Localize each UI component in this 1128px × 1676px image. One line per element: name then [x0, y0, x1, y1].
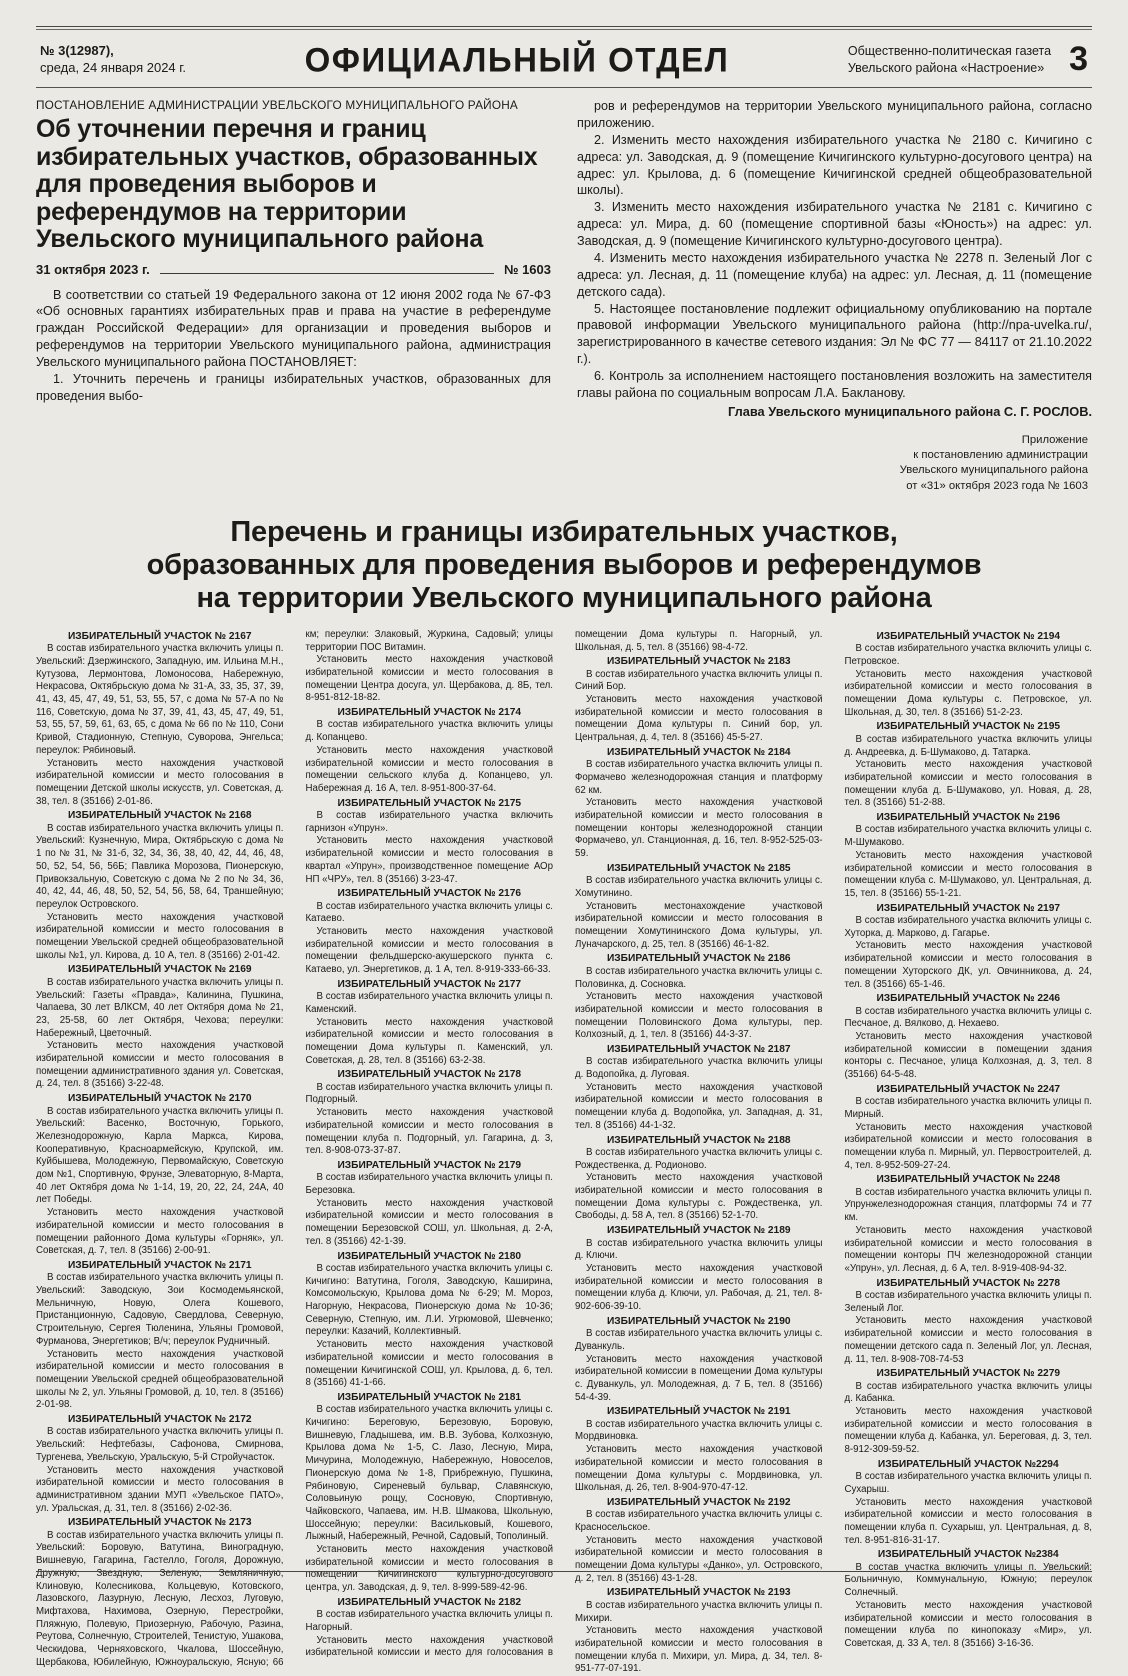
precinct-block	[306, 1067, 554, 1158]
paper-description-line2: Увельского района «Настроение»	[847, 60, 1045, 75]
precinct-paragraph: В состав избирательного участка включить улицы с. Хомутинино.	[575, 875, 823, 899]
precinct-paragraph: Установить место нахождения участковой избирательной комиссии и место голосования в помещении районного Дома культуры «Горняк», ул. Советская, д. 7, тел. 8 (35166) 2-00-91.	[36, 1207, 284, 1257]
precinct-paragraph: В состав избирательного участка включить улицы с. Дуванкуль.	[575, 1328, 823, 1352]
precinct-heading: ИЗБИРАТЕЛЬНЫЙ УЧАСТОК № 2177	[337, 978, 522, 990]
issue-date: среда, 24 января 2024 г.	[40, 59, 187, 75]
precinct-paragraph: Установить место нахождения участковой избирательной комиссии и место голосования в административном здании МУП «Увельское ПАТО», ул. Уральская, д. 31, тел. 8 (35166) 2-02-36.	[36, 1464, 284, 1514]
resolution-paragraph: 3. Изменить место нахождения избирательного участка № 2181 с. Кичигино с адреса: ул. Мира, д. 60 (помещение спортивной базы «Юность») на адрес: ул. Заводская, д. 9 (помещение Кичигинского культурно-досугового центра).	[577, 200, 1092, 248]
precinct-block	[845, 719, 1093, 810]
resolution-title: Об уточнении перечня и границ избирательных участков, образованных для проведения выборов и референдумов на территории Увельского муниципального района	[36, 115, 538, 253]
resolution-article	[36, 98, 1092, 494]
resolution-paragraph: 1. Уточнить перечень и границы избирательных участков, образованных для проведения выбо-	[36, 371, 551, 403]
precinct-paragraph: Установить место нахождения участковой избирательной комиссии и место голосования в помещении Половинского Дома культуры, пер. Колхозный, д. 1, тел. 8 (35166) 44-3-37.	[575, 991, 823, 1041]
precinct-paragraph: В состав избирательного участка включить улицы п. Мирный.	[844, 1096, 1092, 1120]
precinct-block	[36, 962, 284, 1091]
list-title-line: Перечень и границы избирательных участков,	[230, 515, 898, 548]
resolution-paragraph: 4. Изменить место нахождения избирательного участка № 2278 п. Зеленый Лог с адреса: ул. Лесная, д. 11 (помещение клуба) на адрес: ул. Лесная, д. 11 (помещение детского сада).	[577, 250, 1092, 299]
precinct-paragraph: Установить место нахождения участковой избирательной комиссии и место голосования в помещении клуба п. Сухарыш, ул. Центральная, д. 8, тел. 8-951-816-31-17.	[844, 1496, 1092, 1546]
precinct-block	[575, 1585, 823, 1676]
precinct-paragraph: Установить место нахождения участковой избирательной комиссии и место голосования в помещении Детской школы искусств, ул. Советская, д. 38, тел. 8 (35166) 2-01-86.	[36, 757, 284, 807]
precinct-heading: ИЗБИРАТЕЛЬНЫЙ УЧАСТОК № 2185	[606, 862, 791, 874]
precinct-paragraph: Установить место нахождения участковой избирательной комиссии и место голосования в помещении клуба д. Водопойка, ул. Западная, д. 31, тел. 8 (35166) 44-1-32.	[575, 1081, 823, 1131]
precinct-paragraph: В состав избирательного участка включить улицы п. Зеленый Лог.	[844, 1290, 1092, 1314]
precinct-paragraph: В состав избирательного участка включить улицы с. Кичигино: Ватутина, Гоголя, Заводскую, Каширина, Комсомольскую, Крылова дома № 6-29; М. Мороз, Нагорную, Некрасова, Пионерскую дома № 10-36; Северную, Степную, им. Л.И. Угрюмовой, Шевченко; переулки: Казачий, Коллективный.	[305, 1262, 553, 1338]
precinct-paragraph: Установить место нахождения участковой избирательной комиссии и место голосования в помещении фельдшерско-акушерского пункта с. Катаево, ул. Энергетиков, д. 1 А, тел. 8-919-333-66-33.	[305, 926, 553, 976]
precinct-paragraph: Установить место нахождения участковой избирательной комиссии и место голосования в помещении Дома культуры «Данко», ул. Островского, д. 2, тел. 8 (35166) 43-1-28.	[575, 1534, 823, 1584]
precinct-paragraph: Установить место нахождения участковой избирательной комиссии и место голосования в помещении клуба п. Михири, ул. Мира, д. 34, тел. 8-951-77-07-191.	[575, 1625, 823, 1675]
precinct-block	[306, 796, 554, 887]
precinct-heading: ИЗБИРАТЕЛЬНЫЙ УЧАСТОК № 2190	[606, 1315, 791, 1327]
precinct-block	[36, 1258, 284, 1412]
precinct-heading: ИЗБИРАТЕЛЬНЫЙ УЧАСТОК № 2167	[67, 630, 252, 642]
precinct-paragraph: В состав избирательного участка включить улицы п. Сухарыш.	[844, 1471, 1092, 1495]
resolution-right-column	[577, 98, 1092, 494]
paper-description	[848, 43, 1051, 76]
precinct-paragraph: Установить место нахождения участковой избирательной комиссии и место голосования в помещении сельского клуба д. Копанцево, ул. Набережная д. 16 А, тел. 8-951-800-37-64.	[305, 744, 553, 794]
precinct-paragraph: В состав избирательного участка включить улицы д. Копанцево.	[305, 719, 553, 744]
precinct-paragraph: В состав избирательного участка включить улицы п. Формачево железнодорожная станция и платформу 62 км.	[575, 759, 823, 796]
precinct-block	[575, 1223, 823, 1314]
precinct-heading: ИЗБИРАТЕЛЬНЫЙ УЧАСТОК № 2194	[876, 630, 1061, 642]
resolution-number: № 1603	[503, 261, 551, 277]
page-number: 3	[1069, 40, 1088, 78]
precinct-block	[845, 901, 1093, 992]
appendix-note	[577, 433, 1092, 494]
precinct-paragraph: В состав избирательного участка включить улицы с. М-Шумаково.	[844, 824, 1092, 849]
precinct-block	[575, 861, 823, 952]
precinct-paragraph: В состав избирательного участка включить улицы п. Березовка.	[305, 1172, 553, 1197]
list-title-line: на территории Увельского муниципального района	[196, 581, 932, 614]
precinct-paragraph: Установить место нахождения участковой избирательной комиссии и место голосования в помещении Хуторского ДК, ул. Овчинникова, д. 24, тел. 8 (35166) 65-1-46.	[844, 940, 1092, 990]
precinct-block	[306, 1390, 554, 1595]
precinct-paragraph: В состав избирательного участка включить улицы с. Красносельское.	[575, 1509, 823, 1533]
precinct-paragraph: Установить место нахождения участковой избирательной комиссии и место голосования в помещении клуба п. Подгорный, ул. Гагарина, д. 3, тел. 8-908-073-37-87.	[305, 1107, 553, 1157]
precinct-block	[306, 1249, 554, 1390]
precinct-paragraph: В состав избирательного участка включить улицы д. Водопойка, д. Луговая.	[575, 1056, 823, 1081]
precinct-paragraph: В состав избирательного участка включить улицы с. Петровское.	[844, 643, 1092, 667]
resolution-paragraph: 5. Настоящее постановление подлежит официальному опубликованию на портале правовой информации Увельского муниципального района (http://npa-uvelka.ru/, зарегистрированного в качестве сетевого издания: Эл № ФС 77 — 84117 от 21.10.2022 г.).	[577, 301, 1092, 367]
precinct-paragraph: Установить место нахождения участковой избирательной комиссии и место голосования в помещении клуба с. М-Шумаково, ул. Центральная, д. 15, тел. 8 (35166) 55-1-21.	[844, 849, 1092, 899]
precinct-heading: ИЗБИРАТЕЛЬНЫЙ УЧАСТОК № 2197	[876, 902, 1061, 914]
precinct-heading: ИЗБИРАТЕЛЬНЫЙ УЧАСТОК № 2182	[337, 1596, 522, 1608]
resolution-date: 31 октября 2023 г.	[36, 261, 150, 277]
precinct-paragraph: В состав избирательного участка включить улицы п. Увельский: Дзержинского, Западную, им. Ильина М.Н., Кутузова, Лермонтова, Ломоносова, Набережную, Некрасова, Октябрьскую дома № 31-А, 33, 35, 37, 39, 41, 43, 45, 47, 49, 51, 53, 55, 57, с дома № 57-А по № 116, Советскую, дома № 37, 39, 41, 43, 45, 47, 49, 51, 53, 55, 57, 59, 61, 63, 65, с дома № 66 по № 110, Сони Кривой, Стадионную, Степную, Суворова, Энгельса; переулок: Рябиновый.	[36, 643, 284, 756]
precinct-paragraph: В состав избирательного участка включить улицы с. Рождественка, д. Родионово.	[575, 1146, 823, 1171]
precinct-paragraph: В состав избирательного участка включить улицы д. Кабанка.	[844, 1380, 1092, 1405]
precinct-paragraph: Установить место нахождения участковой избирательной комиссии и место голосования в помещении конторы ПЧ железнодорожной станции «Упрун», ул. Лесная, д. 6 А, тел. 8-919-408-94-32.	[844, 1224, 1092, 1274]
top-rule	[36, 26, 1092, 27]
precinct-paragraph: Установить место нахождения участковой избирательной комиссии и место голосования в помещении Кичигинского культурно-досугового центра, ул. Заводская, д. 9, тел. 8-999-589-42-96.	[305, 1544, 553, 1594]
precinct-paragraph: В состав избирательного участка включить улицы д. Ключи.	[575, 1237, 823, 1262]
precinct-paragraph: В состав избирательного участка включить гарнизон «Упрун».	[305, 810, 553, 834]
resolution-kicker: ПОСТАНОВЛЕНИЕ АДМИНИСТРАЦИИ УВЕЛЬСКОГО МУНИЦИПАЛЬНОГО РАЙОНА	[36, 98, 518, 112]
masthead-right	[848, 40, 1088, 79]
resolution-left-column	[36, 98, 551, 494]
list-title	[36, 516, 1092, 615]
precinct-heading: ИЗБИРАТЕЛЬНЫЙ УЧАСТОК № 2186	[606, 953, 791, 965]
precinct-heading: ИЗБИРАТЕЛЬНЫЙ УЧАСТОК № 2279	[876, 1368, 1061, 1380]
issue-info	[40, 43, 186, 76]
precinct-paragraph: В состав избирательного участка включить улицы с. Хуторка, д. Марково, д. Гагарье.	[844, 914, 1092, 939]
precinct-block	[575, 951, 823, 1042]
resolution-dateline	[36, 262, 551, 277]
precinct-block	[36, 808, 284, 962]
appendix-line: к постановлению администрации	[913, 449, 1088, 461]
precinct-paragraph: Установить место нахождения участковой избирательной комиссии и место голосования в помещении Дома культуры с. Петровское, ул. Школьная, д. 30, тел. 8 (35166) 51-2-23.	[844, 668, 1092, 718]
precinct-heading: ИЗБИРАТЕЛЬНЫЙ УЧАСТОК № 2175	[337, 797, 522, 809]
precinct-paragraph: В состав избирательного участка включить улицы с. Катаево.	[305, 900, 553, 925]
precinct-heading: ИЗБИРАТЕЛЬНЫЙ УЧАСТОК № 2187	[606, 1044, 791, 1056]
precinct-paragraph: Установить место нахождения участковой избирательной комиссии и место голосования в помещении Дома культуры п. Каменский, ул. Советская, д. 28, тел. 8 (35166) 63-2-38.	[305, 1016, 553, 1066]
precinct-paragraph: В состав избирательного участка включить улицы д. Андреевка, д. Б-Шумаково, д. Татарка.	[844, 733, 1092, 758]
precinct-heading: ИЗБИРАТЕЛЬНЫЙ УЧАСТОК № 2189	[606, 1225, 791, 1237]
precinct-paragraph: Установить место нахождения участковой избирательной комиссии и место голосования в помещении Дома культуры с. Мордвиновка, ул. Школьная, д. 26, тел. 8-904-970-47-12.	[575, 1444, 823, 1494]
precinct-heading: ИЗБИРАТЕЛЬНЫЙ УЧАСТОК № 2278	[876, 1277, 1061, 1289]
precinct-heading: ИЗБИРАТЕЛЬНЫЙ УЧАСТОК № 2179	[337, 1160, 522, 1171]
precinct-paragraph: Установить место нахождения участковой избирательной комиссии и место голосования в помещении административного здания ул. Советская, д. 24, тел. 8 (35166) 3-22-48.	[36, 1040, 284, 1090]
precinct-heading: ИЗБИРАТЕЛЬНЫЙ УЧАСТОК № 2176	[337, 888, 522, 900]
precinct-heading: ИЗБИРАТЕЛЬНЫЙ УЧАСТОК № 2248	[876, 1174, 1061, 1186]
precinct-heading: ИЗБИРАТЕЛЬНЫЙ УЧАСТОК № 2171	[67, 1259, 252, 1271]
precinct-paragraph: Установить место нахождения участковой избирательной комиссии и место голосования в помещении Центра досуга, ул. Щербакова, д. 8Б, тел. 8-951-812-18-82.	[305, 654, 553, 704]
precinct-paragraph: Установить место нахождения участковой избирательной комиссии в помещении здания конторы с. Песчаное, улица Колхозная, д. 3, тел. 8 (35166) 64-5-48.	[844, 1030, 1092, 1081]
section-title: ОФИЦИАЛЬНЫЙ ОТДЕЛ	[304, 39, 730, 79]
precinct-paragraph: В состав избирательного участка включить улицы п. Увельский: Боровую, Ватутина, Виноградную, Вишневую, Гагарина, Гастелло, Гоголя, Дорожную, Дружную, Звездную, Зеленую, Земляничную, Клиновую, Колесникова, Кольцевую, Котовского, Лазовского, Лазурную, Лесную, Лесхоз, Луговую, Мифтахова, Нахимова, Озерную, Перестройки, Пляжную, Полевую, Приозерную, Рабочую, Разина, Реутова, Солнечную, Строителей, Тенистую, Ушакова, Ческидова, Черняховского, Чкалова, Шоссейную, Щербакова, Юбилейную, Южноуральскую, Ясную; 66 км; переулки: Злаковый, Журкина, Садовый; улицы территории ПОС Витамин.	[36, 628, 553, 1668]
precinct-heading: ИЗБИРАТЕЛЬНЫЙ УЧАСТОК № 2178	[337, 1069, 522, 1081]
precinct-paragraph: В состав избирательного участка включить улицы п. Синий Бор.	[575, 668, 823, 693]
issue-number: № 3(12987),	[40, 43, 114, 59]
precinct-block	[36, 1412, 284, 1515]
precinct-block	[845, 629, 1093, 720]
precinct-paragraph: Установить место нахождения участковой избирательной комиссии и место голосования в помещении клуба п. Мирный, ул. Первостроителей, д. 4, тел. 8-952-509-27-24.	[844, 1121, 1092, 1171]
precinct-paragraph: В состав избирательного участка включить улицы с. Мордвиновка.	[575, 1418, 823, 1443]
precinct-paragraph: В состав избирательного участка включить улицы п. Упрунжелезнодорожная станция, платформы 74 и 77 км.	[844, 1186, 1092, 1224]
precinct-paragraph: В состав избирательного участка включить улицы п. Увельский: Васенко, Восточную, Горького, Железнодорожную, Карла Маркса, Кирова, Кооперативную, Красноармейскую, Крупской, им. Куйбышева, Молодежную, Первомайскую, Советскую дом №1, Спортивную, Фрунзе, Элеваторную, 8-Марта, 40 лет Октября дома № 1-14, 19, 20, 22, 24, 24А, 40 лет Победы.	[36, 1105, 284, 1206]
resolution-right-paragraphs	[577, 98, 1092, 402]
precinct-heading: ИЗБИРАТЕЛЬНЫЙ УЧАСТОК № 2191	[606, 1406, 791, 1418]
precinct-block	[575, 745, 823, 861]
precinct-paragraph: Установить место нахождения участковой избирательной комиссии и место голосования в помещении клуба д. Б-Шумаково, ул. Новая, д. 28, тел. 8 (35166) 51-2-88.	[844, 759, 1092, 809]
precinct-block	[575, 1042, 823, 1133]
precinct-paragraph: Установить место нахождения участковой избирательной комиссии и место голосования в помещении Кичигинской СОШ, ул. Крылова, д. 6, тел. 8 (35166) 41-1-66.	[305, 1339, 553, 1389]
precinct-block	[306, 886, 554, 977]
precinct-block	[845, 1366, 1093, 1457]
precinct-heading: ИЗБИРАТЕЛЬНЫЙ УЧАСТОК № 2173	[67, 1517, 252, 1529]
precinct-list	[36, 629, 1092, 1676]
precinct-block	[845, 810, 1093, 901]
precinct-paragraph: В состав избирательного участка включить улицы п. Увельский: Нефтебазы, Сафонова, Смирнова, Тургенева, Увельскую, Уральскую, 5-й Стройучасток.	[36, 1426, 284, 1463]
resolution-paragraph: ров и референдумов на территории Увельского муниципального района, согласно приложению.	[577, 99, 1092, 130]
precinct-paragraph: Установить место нахождения участковой избирательной комиссии и место голосования в помещении детского сада п. Зеленый Лог, ул. Лесная, д. 11, тел. 8-908-708-74-53	[844, 1315, 1092, 1365]
precinct-block	[845, 1276, 1093, 1367]
precinct-paragraph: В состав избирательного участка включить улицы с. Песчаное, д. Вялково, д. Нехаево.	[844, 1005, 1092, 1030]
precinct-paragraph: В состав избирательного участка включить улицы п. Михири.	[575, 1599, 823, 1624]
paper-description-line1: Общественно-политическая газета	[847, 44, 1052, 59]
precinct-heading: ИЗБИРАТЕЛЬНЫЙ УЧАСТОК № 2246	[876, 993, 1061, 1005]
precinct-block	[36, 629, 284, 809]
precinct-paragraph: В состав избирательного участка включить улицы с. Кичигино: Береговую, Березовую, Боровую, Вишневую, Гладышева, им. В.В. Зубова, Колхозную, Крылова дома № 1-5, С. Лазо, Лесную, Мира, Мичурина, Молодежную, Набережную, Новоселов, Пионерскую дома № 1-8, Прибрежную, Пушкина, Рябиновую, Сиреневый бульвар, Славянскую, Соловьиную рощу, Сосновую, Спортивную, Чайковского, Чапаева, им. Н.В. Шмакова, Школьную, Шоссейную; переулки: Васильковый, Кошевого, Лыжный, Набережный, Речной, Садовый, Тополиный.	[305, 1404, 553, 1543]
precinct-block	[845, 1547, 1093, 1650]
precinct-paragraph: Установить место нахождения участковой избирательной комиссии и место голосования в помещении Увельской средней общеобразовательной школы № 2, ул. Ульяны Громовой, д. 10, тел. 8 (35166) 2-01-98.	[36, 1348, 284, 1411]
dateline-rule	[160, 273, 494, 274]
precinct-block	[575, 1314, 823, 1405]
bottom-rule	[36, 1571, 1092, 1572]
list-title-line: образованных для проведения выборов и референдумов	[146, 548, 982, 581]
resolution-paragraph: 2. Изменить место нахождения избирательного участка № 2180 с. Кичигино с адреса: ул. Заводская, д. 9 (помещение Кичигинского культурно-досугового центра) на адрес: ул. Крылова, д. 6 (помещение Кичигинской средней общеобразовательной школы).	[577, 132, 1092, 198]
precinct-block	[575, 1404, 823, 1495]
precinct-heading: ИЗБИРАТЕЛЬНЫЙ УЧАСТОК № 2196	[876, 812, 1061, 824]
precinct-paragraph: В состав избирательного участка включить улицы п. Увельский: Газеты «Правда», Калинина, Пушкина, Чапаева, 30 лет ВЛКСМ, 40 лет Октября дома № 21, 23, 25-58, 60 лет Октября, Чехова; переулки: Набережный, Цветочный.	[36, 976, 284, 1039]
precinct-heading: ИЗБИРАТЕЛЬНЫЙ УЧАСТОК №2384	[877, 1549, 1059, 1561]
precinct-heading: ИЗБИРАТЕЛЬНЫЙ УЧАСТОК № 2181	[337, 1391, 522, 1403]
precinct-heading: ИЗБИРАТЕЛЬНЫЙ УЧАСТОК № 2168	[67, 810, 252, 822]
precinct-paragraph: Установить место нахождения участковой избирательной комиссии и место для голосования в помещении Дома культуры п. Нагорный, ул. Школьная, д. 5, тел. 8 (35166) 98-4-72.	[305, 628, 823, 1659]
precinct-paragraph: В состав избирательного участка включить улицы п. Увельский: Заводскую, Зои Космодемьянской, Мельничную, Новую, Олега Кошевого, Пристанционную, Садовую, Свердлова, Северную, Строительную, Сергея Тюленина, Ульяны Громовой, Фурманова, Энергетиков; В/ч; переулок Рудничный.	[36, 1272, 284, 1347]
precinct-block	[575, 654, 823, 745]
precinct-paragraph: Установить место нахождения участковой избирательной комиссии и место голосования в помещении Дома культуры п. Синий бор, ул. Центральная, д. 4, тел. 8 (35166) 45-5-27.	[575, 694, 823, 744]
precinct-paragraph: В состав участка включить улицы п. Увельский: Больничную, Коммунальную, Южную; переулок Солнечный.	[844, 1561, 1092, 1599]
precinct-paragraph: В состав избирательного участка включить улицы п. Нагорный.	[305, 1609, 553, 1633]
precinct-heading: ИЗБИРАТЕЛЬНЫЙ УЧАСТОК № 2169	[67, 964, 252, 976]
precinct-heading: ИЗБИРАТЕЛЬНЫЙ УЧАСТОК № 2188	[606, 1134, 791, 1146]
precinct-heading: ИЗБИРАТЕЛЬНЫЙ УЧАСТОК № 2183	[606, 656, 791, 668]
appendix-line: от «31» октября 2023 года № 1603	[906, 479, 1088, 492]
precinct-block	[36, 1091, 284, 1258]
appendix-line: Приложение	[1021, 433, 1088, 446]
precinct-heading: ИЗБИРАТЕЛЬНЫЙ УЧАСТОК № 2192	[606, 1496, 791, 1508]
resolution-paragraph: В соответствии со статьей 19 Федерального закона от 12 июня 2002 года № 67-ФЗ «Об основных гарантиях избирательных прав и права на участие в референдуме граждан Российской Федерации» для организации и проведения выборов и референдумов на территории Увельского муниципального района, администрация Увельского муниципального района ПОСТАНОВЛЯЕТ:	[36, 287, 551, 369]
precinct-heading: ИЗБИРАТЕЛЬНЫЙ УЧАСТОК № 2247	[876, 1083, 1061, 1095]
resolution-left-paragraphs	[36, 287, 551, 405]
precinct-block	[575, 1133, 823, 1224]
precinct-paragraph: В состав избирательного участка включить улицы п. Каменский.	[305, 991, 553, 1015]
precinct-block	[845, 991, 1093, 1082]
appendix-line: Увельского муниципального района	[899, 464, 1088, 477]
precinct-paragraph: Установить место нахождения участковой избирательной комиссии и место голосования в помещении конторы железнодорожной станции Формачево, ул. Станционная, д. 16, тел. 8-952-525-03-59.	[575, 797, 823, 860]
resolution-paragraph: 6. Контроль за исполнением настоящего постановления возложить на заместителя главы района по социальным вопросам Л.А. Бакланову.	[577, 369, 1092, 400]
precinct-heading: ИЗБИРАТЕЛЬНЫЙ УЧАСТОК № 2195	[876, 721, 1061, 733]
precinct-heading: ИЗБИРАТЕЛЬНЫЙ УЧАСТОК № 2170	[67, 1093, 252, 1105]
precinct-block	[306, 705, 554, 796]
masthead	[36, 30, 1092, 88]
precinct-heading: ИЗБИРАТЕЛЬНЫЙ УЧАСТОК №2294	[877, 1458, 1059, 1470]
precinct-paragraph: Установить место нахождения участковой избирательной комиссии и место голосования в квартал «Упрун», производственное помещение АОр НП «ЧРУ», тел. 8 (35166) 3-23-47.	[305, 835, 553, 885]
precinct-paragraph: Установить место нахождения участковой избирательной комиссии и место голосования в помещении клуба по кинопоказу «Мир», ул. Советская, д. 33 А, тел. 8 (35166) 3-16-36.	[844, 1599, 1092, 1649]
precinct-paragraph: В состав избирательного участка включить улицы с. Половинка, д. Сосновка.	[575, 965, 823, 990]
precinct-heading: ИЗБИРАТЕЛЬНЫЙ УЧАСТОК № 2193	[606, 1587, 791, 1599]
precinct-block	[845, 1172, 1093, 1275]
resolution-signature: Глава Увельского муниципального района С. Г. РОСЛОВ.	[728, 403, 1092, 419]
precinct-paragraph: Установить место нахождения участковой избирательной комиссии и место голосования в помещении клуба д. Кабанка, ул. Береговая, д. 3, тел. 8-912-309-59-52.	[844, 1405, 1092, 1456]
precinct-paragraph: Установить место нахождения участковой избирательной комиссии и место голосования в помещении Увельской средней общеобразовательной школы №1, ул. Кирова, д. 10 А, тел. 8 (35166) 2-01-42.	[36, 911, 284, 961]
precinct-block	[306, 1158, 554, 1249]
precinct-paragraph: В состав избирательного участка включить улицы п. Увельский: Кузнечную, Мира, Октябрьскую с дома № 1 по № 31, № 31-б, 32, 34, 36, 38, 40, 42, 44, 46, 48, 50, 52, 54, 56, 56Б; Павлика Морозова, Пионерскую, Привокзальную, Советскую с дома № 2 по № 34, 36, 40, 42, 44, 46, 48, 50, 52, 54, 56, 58, 64, Траншейную; переулок Островского.	[36, 822, 284, 910]
precinct-block	[845, 1457, 1093, 1548]
precinct-paragraph: Установить место нахождения участковой избирательной комиссии и место голосования в помещении клуба д. Ключи, ул. Рабочая, д. 21, тел. 8-902-606-39-10.	[575, 1262, 823, 1313]
precinct-paragraph: Установить место нахождения участковой избирательной комиссии и место голосования в помещении Дома культуры с. Рождественка, ул. Свободы, д. 58 А, тел. 8 (35166) 52-1-70.	[575, 1172, 823, 1222]
precinct-heading: ИЗБИРАТЕЛЬНЫЙ УЧАСТОК № 2180	[337, 1250, 522, 1262]
precinct-heading: ИЗБИРАТЕЛЬНЫЙ УЧАСТОК № 2184	[606, 746, 791, 758]
precinct-paragraph: В состав избирательного участка включить улицы п. Подгорный.	[305, 1081, 553, 1106]
precinct-block	[845, 1082, 1093, 1173]
precinct-paragraph: Установить место нахождения участковой избирательной комиссии и место голосования в помещении Березовской СОШ, ул. Школьная, д. 2-А, тел. 8 (35166) 42-1-39.	[305, 1197, 553, 1247]
precinct-heading: ИЗБИРАТЕЛЬНЫЙ УЧАСТОК № 2174	[337, 707, 522, 719]
precinct-paragraph: Установить место нахождения участковой избирательной комиссии в помещении Дома культуры с. Дуванкуль, ул. Молодежная, д. 7 Б, тел. 8 (35166) 54-4-39.	[575, 1353, 823, 1403]
precinct-block	[306, 977, 554, 1068]
precinct-heading: ИЗБИРАТЕЛЬНЫЙ УЧАСТОК № 2172	[67, 1414, 252, 1426]
precinct-paragraph: Установить местонахождение участковой избирательной комиссии и место голосования в помещении Хомутининского Дома культуры, ул. Луначарского, д. 25, тел. 8 (35166) 46-1-82.	[575, 900, 823, 950]
